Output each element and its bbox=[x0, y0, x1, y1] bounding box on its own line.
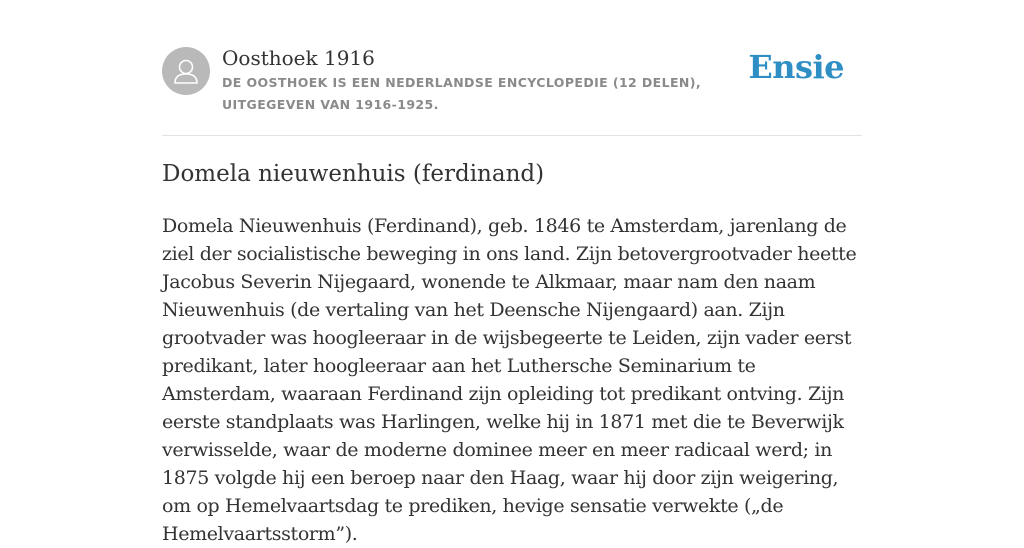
source-avatar[interactable] bbox=[162, 47, 210, 95]
user-icon bbox=[162, 47, 210, 95]
source-title[interactable]: Oosthoek 1916 bbox=[222, 46, 375, 70]
source-header bbox=[162, 44, 862, 136]
ensie-logo[interactable]: Ensie bbox=[748, 48, 844, 86]
source-description: DE OOSTHOEK IS EEN NEDERLANDSE ENCYCLOPEDIE (12 DELEN), UITGEGEVEN VAN 1916-1925. bbox=[222, 75, 702, 112]
source-info bbox=[222, 44, 762, 116]
article-body: Domela Nieuwenhuis (Ferdinand), geb. 1846 te Amsterdam, jarenlang de ziel der socialistische beweging in ons land. Zijn betovergrootvader heette Jacobus Severin Nijegaard, wonende te Alkmaar, maar nam den naam Nieuwenhuis (de vertaling van het Deensche Nijengaard) aan. Zijn grootvader was hoogleeraar in de wijsbegeerte te Leiden, zijn vader eerst predikant, later hoogleeraar aan het Luthersche Seminarium te Amsterdam, waaraan Ferdinand zijn opleiding tot predikant ontving. Zijn eerste standplaats was Harlingen, welke hij in 1871 met die te Beverwijk verwisselde, waar de moderne dominee meer en meer radicaal werd; in 1875 volgde hij een beroep naar den Haag, waar hij door zijn weigering, om op Hemelvaartsdag te prediken, hevige sensatie verwekte („de Hemelvaartsstorm”). bbox=[162, 215, 857, 545]
article-title: Domela nieuwenhuis (ferdinand) bbox=[162, 161, 545, 187]
header-divider bbox=[162, 135, 862, 136]
